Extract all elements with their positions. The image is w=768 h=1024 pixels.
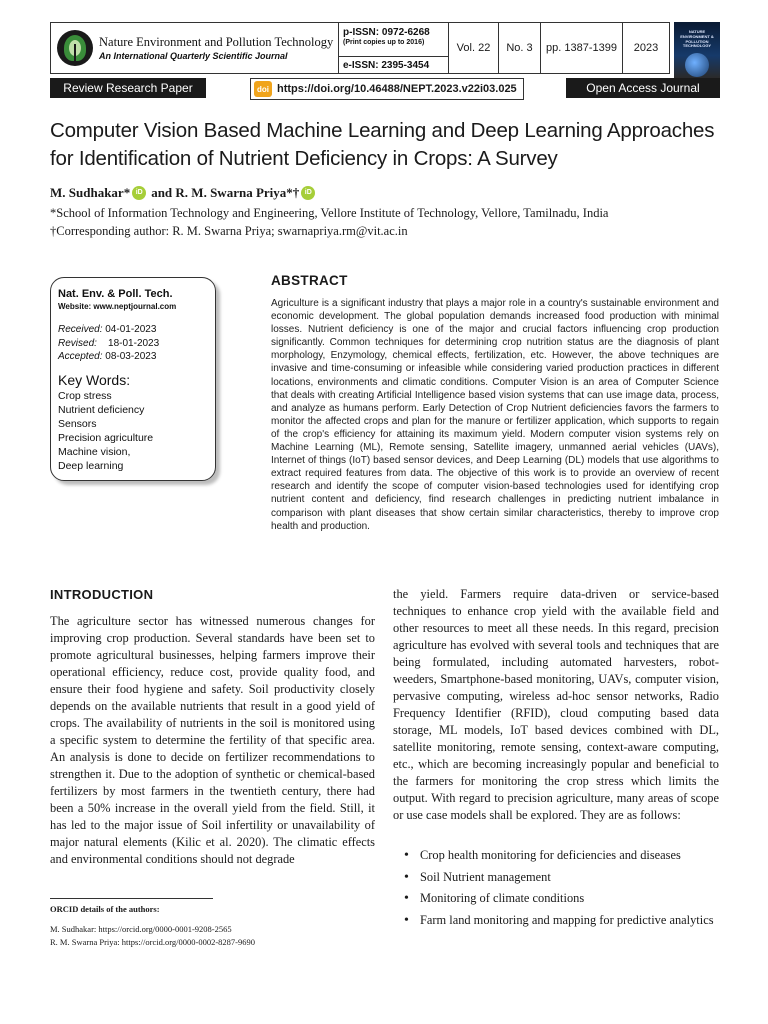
issue-number: No. 3 [499,23,541,73]
keyword: Deep learning [58,459,124,472]
footnote-divider [50,898,213,899]
introduction-left-column: The agriculture sector has witnessed numerous changes for improving crop production. Several standards have been set to promote agricultural businesses, helping farmers improve their operational efficiency, reduce cost, provide quality food, and ensure their food hygiene and safety. Soil productivity closely depends on the available nutrients that result in a good yield of crops. The availability of nutrients in the soil is monitored using a specific system to determine the fertility of that specific area. An analysis is done to decide on fertilizer recommendations to strengthen it. Due to the adoption of synthetic or chemical-based fertilizers by most farmers in the twentieth century, there had been a 50% increase in the overall yield from the field. Still, it has led to the major issue of Soil infertility or unavailability of major natural elements (Kilic et al. 2020). The climatic effects and environmental conditions should not degrade [50,614,375,866]
doi-icon: doi [254,81,272,97]
author-1: M. Sudhakar* [50,185,131,200]
journal-header [50,22,670,74]
keyword: Machine vision, [58,445,131,458]
abstract-text: Agriculture is a significant industry that plays a major role in a country's sustainable environment and economic development. The global population demands increased food production with minimal losses. Nutrient deficiency is one of the major and crucial factors influencing crop production significantly. Common techniques for determining crop nutrition status are the diagnosis of plant morphology, Enzymology, chemical effects, fertilization, etc. However, the above techniques are invasive and time-consuming or infeasible while considering varied production practices in different locations, environments and climatic conditions. Computer Vision is an area of Computer Science that deals with creating Artificial Intelligence based vision systems that can use image data, process, and analyze as humans perform. Early Detection of Crop Nutrient deficiencies favors the farmers to monitor the affected crops and plan for the manure or fertilizer application, which supports to regain of the crop's efficiency for attaining its maximum yield. Modern computer vision systems rely on Machine Learning (ML), Remote sensing, Satellite imagery, unmanned aerial vehicles (UAVs), Internet of things (IoT) based sensor devices, and Deep Learning (DL) models that use algorithms to extract required features from data. The objective of this work is to provide an overview of recent research and identify the scope of computer vision-based technologies used for identifying crop nutrient content and deficiency, find research challenges in predicting nutrient imbalance in comparison with plant diseases that show certain similar characteristics, thereby to improve crop health and production. [271,298,719,532]
journal-logo-icon [57,30,93,66]
orcid-icon[interactable]: iD [301,186,315,200]
accepted-label: Accepted: [58,351,103,362]
accepted-date: 08-03-2023 [105,351,157,362]
p-issn: p-ISSN: 0972-6268 [343,27,430,38]
article-info-box [50,277,216,481]
open-access-badge: Open Access Journal [566,78,720,98]
paper-type-badge: Review Research Paper [50,78,206,98]
journal-cover-thumbnail[interactable] [674,22,720,78]
doi-link[interactable] [250,78,524,100]
list-item: • Soil Nutrient management [393,870,719,886]
keyword: Nutrient deficiency [58,403,145,416]
paper-title: Computer Vision Based Machine Learning and Deep Learning Approaches for Identification of Nutrient Deficiency in Crops: A Survey [50,119,715,170]
list-item: • Farm land monitoring and mapping for predictive analytics [393,913,719,929]
received-date: 04-01-2023 [105,324,157,335]
volume: Vol. 22 [449,23,499,73]
issn-cell [339,23,449,73]
author-2: R. M. Swarna Priya*† [175,185,300,200]
p-issn-note: (Print copies up to 2016) [343,39,425,46]
doi-text: https://doi.org/10.46488/NEPT.2023.v22i03.025 [277,83,517,95]
keywords-title: Key Words: [58,371,131,388]
journal-brand [51,23,339,73]
info-website[interactable]: Website: www.neptjournal.com [58,302,177,311]
article-dates [58,323,215,364]
keywords-list [58,389,215,473]
orcid-link-author-2[interactable]: R. M. Swarna Priya: https://orcid.org/0000-0002-8287-9690 [50,937,256,947]
received-label: Received: [58,324,103,335]
keyword: Crop stress [58,389,112,402]
revised-label: Revised: [58,337,97,349]
author-connector: and [151,185,173,200]
corresponding-author: †Corresponding author: R. M. Swarna Priya; swarnapriya.rm@vit.ac.in [50,224,408,238]
list-item: • Monitoring of climate conditions [393,891,719,907]
footnote-heading: ORCID details of the authors: [50,904,160,914]
orcid-icon[interactable]: iD [132,186,146,200]
year: 2023 [633,42,659,54]
list-item: • Crop health monitoring for deficiencies and diseases [393,848,719,864]
e-issn: e-ISSN: 2395-3454 [343,60,430,71]
author-line [50,185,320,201]
cover-title: NATURE ENVIRONMENT & POLLUTION TECHNOLOGY [680,29,714,49]
abstract-heading: ABSTRACT [271,273,348,288]
journal-subtitle: An International Quarterly Scientific Journal [99,51,288,61]
use-case-list [393,848,719,934]
journal-name: Nature Environment and Pollution Technology [99,35,334,49]
revised-date: 18-01-2023 [108,337,160,349]
introduction-heading: INTRODUCTION [50,587,154,602]
page-range: pp. 1387-1399 [541,23,623,73]
info-journal: Nat. Env. & Poll. Tech. [58,288,173,300]
affiliation: *School of Information Technology and Engineering, Vellore Institute of Technology, Vellore, Tamilnadu, India [50,206,609,220]
cover-planet-icon [685,53,709,77]
keyword: Precision agriculture [58,431,154,444]
introduction-right-column: the yield. Farmers require data-driven or service-based techniques to enhance crop yield with the available field and other resources to meet all these needs. In this regard, precision agriculture has evolved with several tools and techniques that are being formulated, including automated harvesters, robot-weeders, Smartphone-based monitoring, UAVs, computer vision, pervasive computing, wireless ad-hoc sensor networks, Radio Frequency Identifier (RFID), cloud computing based data storage, ML models, IoT based devices combined with DL, satellite monitoring, remote sensing, context-aware computing, etc., which are becoming increasingly popular and beneficial to the farmers for monitoring the crop stress which limits the output. With regard to precision agriculture, many areas of scope or use case models shall be explored. They are as follows: [393,587,719,822]
orcid-link-author-1[interactable]: M. Sudhakar: https://orcid.org/0000-0001-9208-2565 [50,924,232,934]
keyword: Sensors [58,417,97,430]
